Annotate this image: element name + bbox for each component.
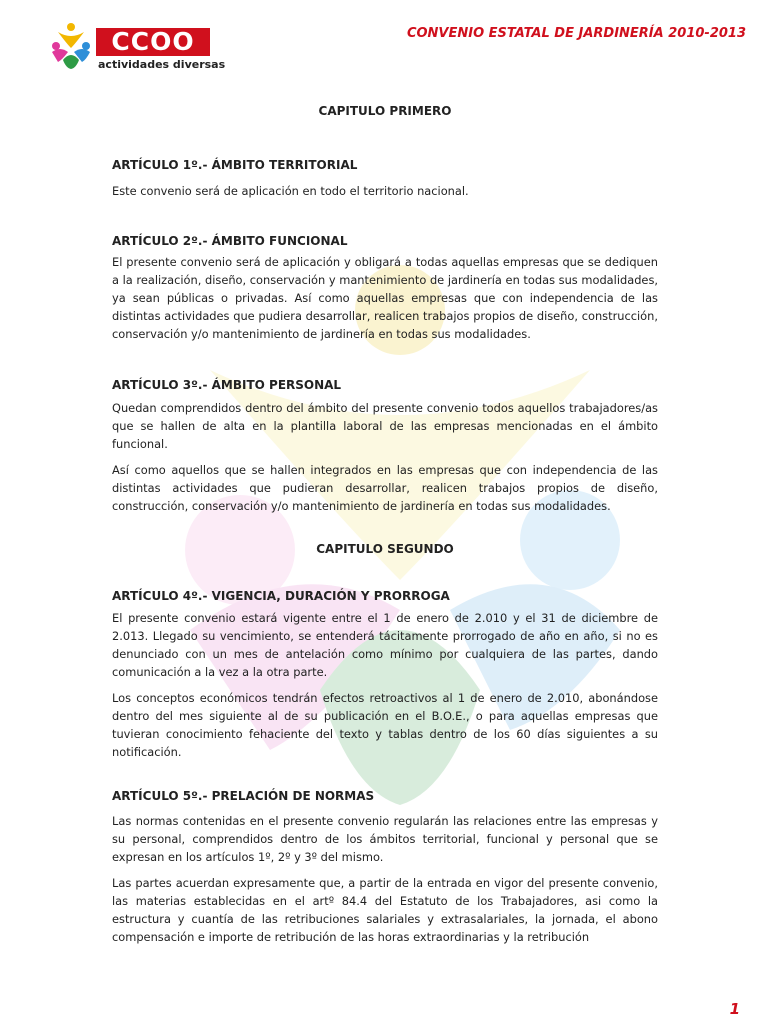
article-heading: ARTÍCULO 3º.- ÁMBITO PERSONAL (112, 378, 342, 392)
ccoo-logo (50, 22, 226, 74)
logo-figures-icon (50, 22, 92, 70)
paragraph: Las normas contenidas en el presente convenio regularán las relaciones entre las empresas y su personal, comprendidos dentro de los ámbitos territorial, funcional y personal que se expresan en los artículos 1º, 2º y 3º del mismo. (112, 814, 658, 864)
article-heading: ARTÍCULO 5º.- PRELACIÓN DE NORMAS (112, 789, 375, 803)
paragraph: Este convenio será de aplicación en todo el territorio nacional. (112, 184, 469, 198)
article-heading: ARTÍCULO 4º.- VIGENCIA, DURACIÓN Y PRORROGA (112, 589, 450, 603)
article-heading: ARTÍCULO 1º.- ÁMBITO TERRITORIAL (112, 158, 358, 172)
paragraph: Quedan comprendidos dentro del ámbito del presente convenio todos aquellos trabajadores/as que se hallen de alta en la plantilla laboral de las empresas mencionadas en el ámbito funcional. (112, 401, 658, 451)
document-body (112, 97, 658, 946)
chapter-heading: CAPITULO SEGUNDO (316, 542, 454, 556)
logo-wordmark: CCOO (96, 28, 210, 56)
page-number: 1 (729, 1000, 740, 1018)
header-title: CONVENIO ESTATAL DE JARDINERÍA 2010-2013 (406, 26, 746, 41)
chapter-heading: CAPITULO PRIMERO (318, 104, 452, 118)
logo-subtitle: actividades diversas (98, 58, 226, 71)
paragraph: El presente convenio estará vigente entre el 1 de enero de 2.010 y el 31 de diciembre de 2.013. Llegado su vencimiento, se entenderá tácitamente prorrogado de año en año, si no es denunciado con un mes de antelación como mínimo por cualquiera de las partes, dando comunicación a la vez a la otra parte. (112, 611, 658, 679)
paragraph: El presente convenio será de aplicación y obligará a todas aquellas empresas que se dediquen a la realización, diseño, conservación y mantenimiento de jardinería en todas sus modalidades, ya sean públicas o privadas. Así como aquellas empresas que con independencia de las distintas actividades que pudiera desarrollar, realicen trabajos propios de diseño, construcción, conservación y/o mantenimiento de jardinería en todas sus modalidades. (112, 255, 658, 341)
paragraph: Así como aquellos que se hallen integrados en las empresas que con independencia de las distintas actividades que pudieran desarrollar, realicen trabajos propios de diseño, construcción, conservación y/o mantenimiento de jardinería en todas sus modalidades. (112, 463, 658, 513)
paragraph: Las partes acuerdan expresamente que, a partir de la entrada en vigor del presente convenio, las materias establecidas en el artº 84.4 del Estatuto de los Trabajadores, asi como la estructura y cuantía de las retribuciones salariales y extrasalariales, la jornada, el abono compensación e importe de retribución de las horas extraordinarias y la retribución (112, 876, 658, 944)
paragraph: Los conceptos económicos tendrán efectos retroactivos al 1 de enero de 2.010, abonándose dentro del mes siguiente al de su publicación en el B.O.E., o para aquellas empresas que tuvieran conocimiento fehaciente del texto y tablas dentro de los 60 días siguientes a su notificación. (112, 691, 658, 759)
article-heading: ARTÍCULO 2º.- ÁMBITO FUNCIONAL (112, 234, 348, 248)
